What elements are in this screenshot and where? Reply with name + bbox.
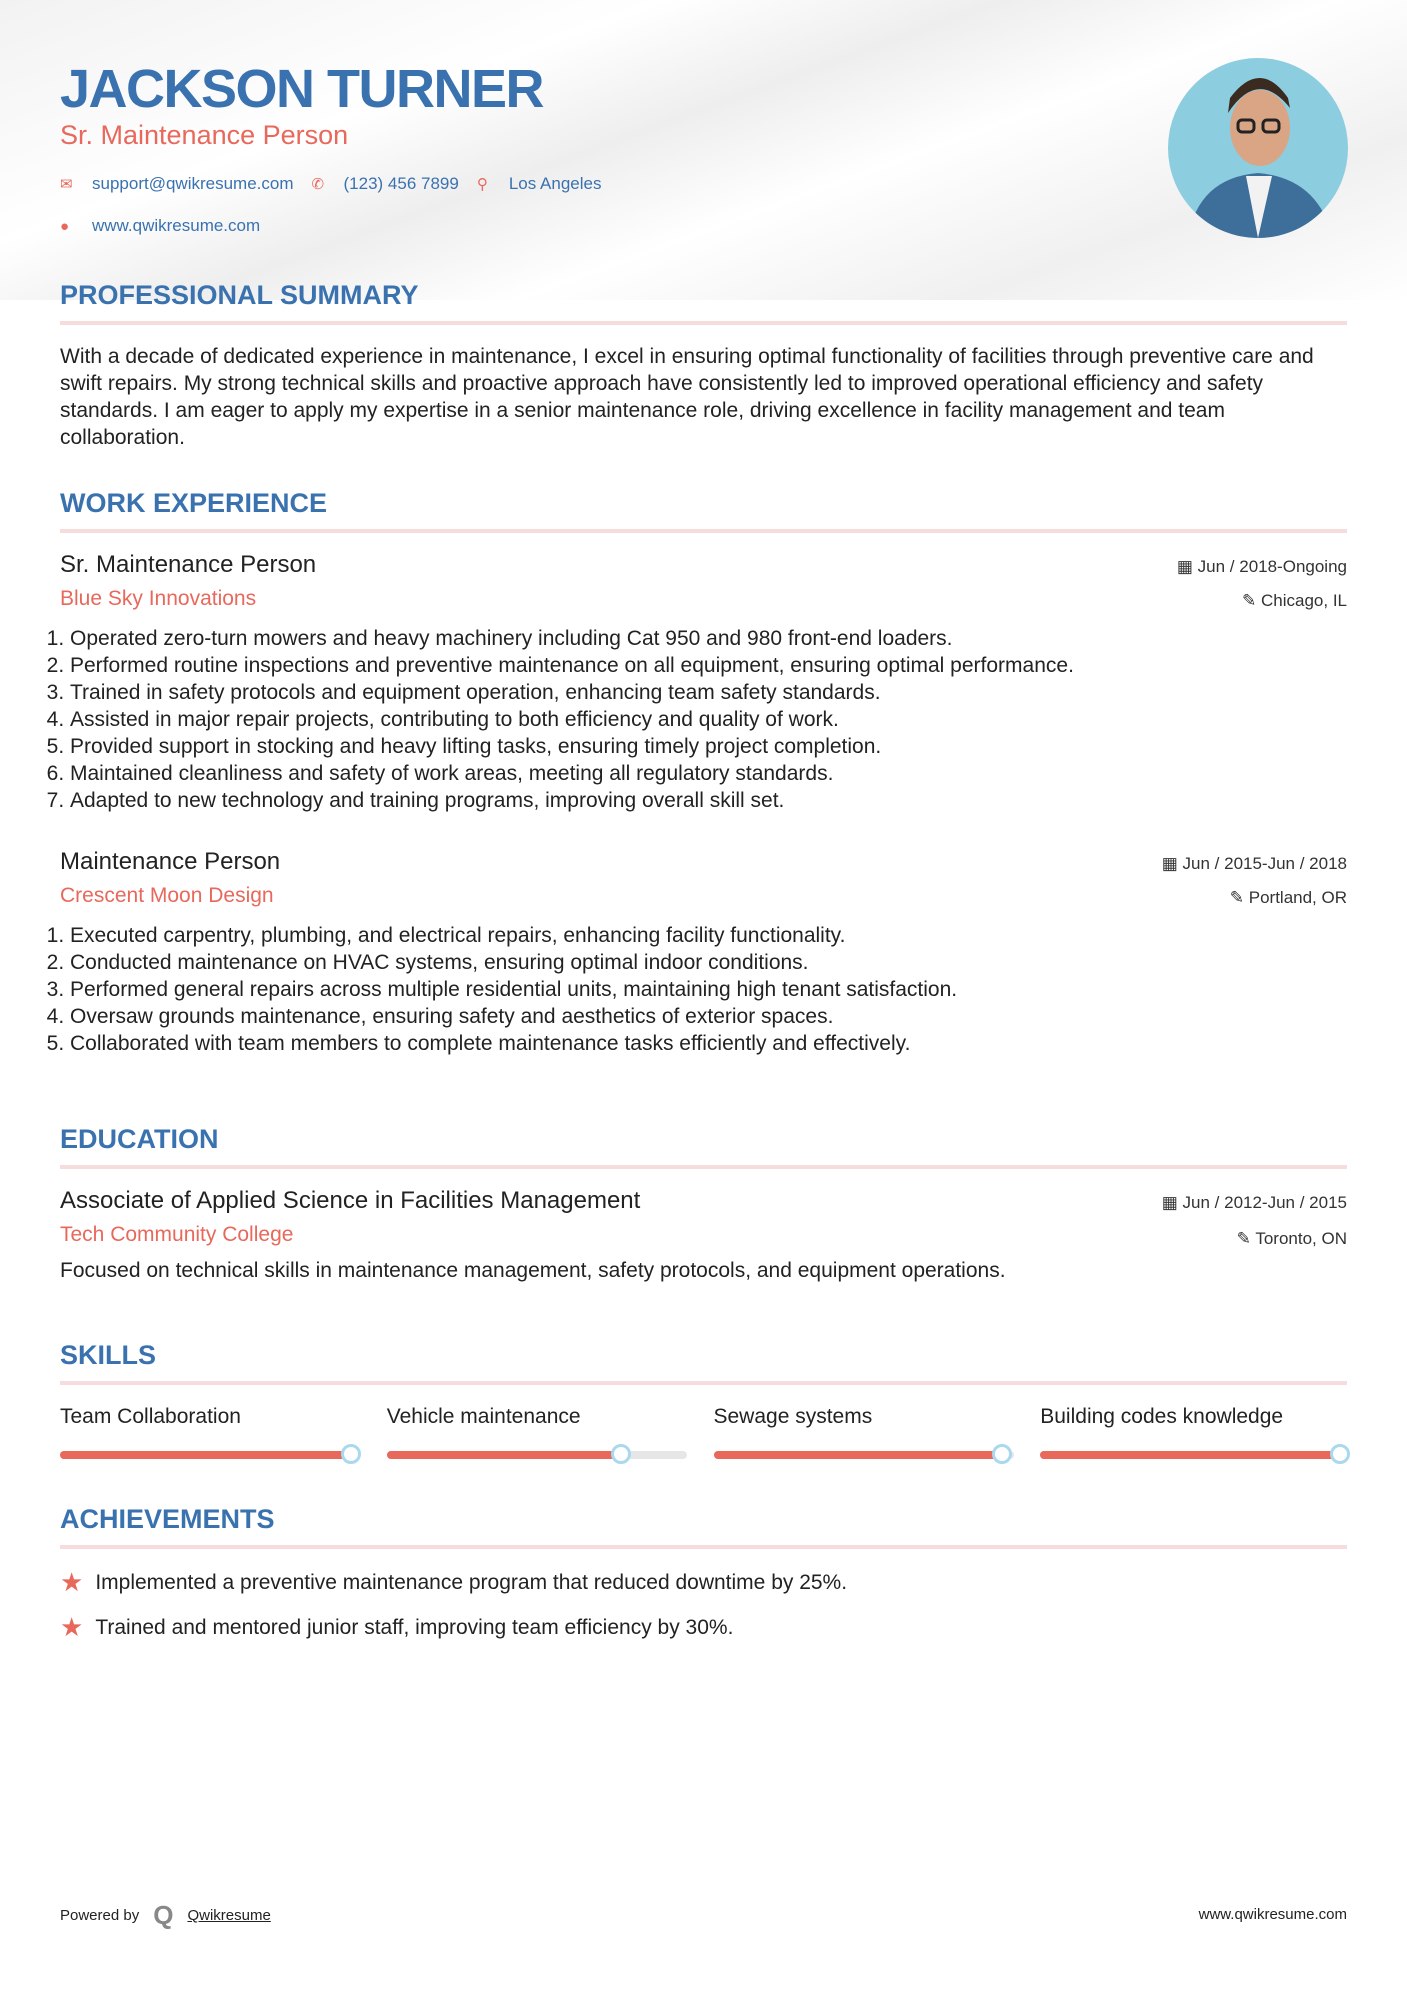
job-dates: ▦ Jun / 2015-Jun / 2018: [1161, 854, 1347, 873]
footer-website[interactable]: www.qwikresume.com: [1198, 1906, 1347, 1923]
education-section: [60, 1124, 1347, 1284]
section-heading: WORK EXPERIENCE: [60, 488, 1347, 533]
calendar-icon: ▦: [1161, 854, 1183, 873]
job-entry: [60, 848, 1347, 1057]
experience-section: [60, 488, 1347, 1057]
powered-by-label: Powered by: [60, 1907, 140, 1924]
skill-bar-fill: [714, 1451, 1002, 1459]
company-name: Blue Sky Innovations: [60, 587, 257, 610]
duty-item: 2. Conducted maintenance on HVAC systems, ensuring optimal indoor conditions.: [70, 949, 1347, 976]
skill-bar: [714, 1451, 1014, 1459]
education-entry: [60, 1187, 1347, 1284]
website-row: [60, 216, 260, 236]
skill-bar-knob: [1330, 1444, 1350, 1464]
email-link[interactable]: support@qwikresume.com: [92, 174, 294, 193]
job-duties: [52, 625, 1347, 814]
skills-section: [60, 1340, 1347, 1459]
skill-bar-knob: [611, 1444, 631, 1464]
summary-text: With a decade of dedicated experience in maintenance, I excel in ensuring optimal functionality of facilities through preventive care and swift repairs. My strong technical skills and proactive approach have consistently led to improved operational efficiency and safety standards. I am eager to apply my expertise in a senior maintenance role, driving excellence in facility management and team collaboration.: [60, 345, 1314, 449]
globe-icon: ●: [60, 217, 70, 235]
job-entry: [60, 551, 1347, 814]
footer-left: [60, 1900, 271, 1931]
location-text: Los Angeles: [508, 174, 602, 193]
brand-link[interactable]: Qwikresume: [187, 1907, 271, 1924]
skill-item: [1040, 1405, 1347, 1459]
duty-item: 5. Collaborated with team members to complete maintenance tasks efficiently and effectively.: [70, 1030, 1347, 1057]
skill-item: [714, 1405, 1021, 1459]
duty-item: 4. Assisted in major repair projects, contributing to both efficiency and quality of work.: [70, 706, 1347, 733]
school-name: Tech Community College: [60, 1223, 294, 1246]
calendar-icon: ▦: [1161, 1193, 1183, 1212]
job-dates: ▦ Jun / 2018-Ongoing: [1176, 557, 1347, 576]
summary-section: [60, 280, 1347, 451]
skill-bar: [387, 1451, 687, 1459]
duty-item: 4. Oversaw grounds maintenance, ensuring safety and aesthetics of exterior spaces.: [70, 1003, 1347, 1030]
achievement-item: [60, 1612, 1347, 1643]
skill-bar-knob: [992, 1444, 1012, 1464]
job-location: ✎ Portland, OR: [1229, 888, 1347, 907]
pin-icon: ✎: [1242, 591, 1261, 610]
duty-item: 3. Performed general repairs across multiple residential units, maintaining high tenant satisfaction.: [70, 976, 1347, 1003]
location-pin-icon: ⚲: [476, 176, 488, 193]
pin-icon: ✎: [1229, 888, 1249, 907]
duty-item: 6. Maintained cleanliness and safety of work areas, meeting all regulatory standards.: [70, 760, 1347, 787]
skill-bar-fill: [387, 1451, 621, 1459]
profile-photo: [1168, 58, 1348, 238]
education-description: Focused on technical skills in maintenance management, safety protocols, and equipment operations.: [60, 1259, 1006, 1282]
job-title: Sr. Maintenance Person: [60, 551, 317, 578]
achievement-text: Trained and mentored junior staff, improving team efficiency by 30%.: [95, 1615, 734, 1639]
duty-item: 1. Executed carpentry, plumbing, and electrical repairs, enhancing facility functionality.: [70, 922, 1347, 949]
duty-item: 2. Performed routine inspections and preventive maintenance on all equipment, ensuring optimal performance.: [70, 652, 1347, 679]
achievements-section: [60, 1504, 1347, 1643]
company-name: Crescent Moon Design: [60, 884, 274, 907]
edu-dates: ▦ Jun / 2012-Jun / 2015: [1161, 1193, 1347, 1212]
skill-label: Vehicle maintenance: [386, 1405, 581, 1428]
duty-item: 7. Adapted to new technology and training programs, improving overall skill set.: [70, 787, 1347, 814]
job-title: Maintenance Person: [60, 848, 281, 875]
job-duties: [52, 922, 1347, 1057]
job-location: ✎ Chicago, IL: [1242, 591, 1347, 610]
skill-bar: [60, 1451, 360, 1459]
skill-bar-knob: [341, 1444, 361, 1464]
candidate-name: JACKSON TURNER: [60, 59, 544, 119]
duty-item: 3. Trained in safety protocols and equipment operation, enhancing team safety standards.: [70, 679, 1347, 706]
skill-label: Building codes knowledge: [1040, 1405, 1284, 1428]
degree-title: Associate of Applied Science in Facilities Management: [60, 1187, 641, 1214]
phone-icon: ✆: [311, 176, 325, 193]
section-heading: SKILLS: [60, 1340, 1347, 1385]
candidate-role: Sr. Maintenance Person: [60, 120, 349, 150]
skill-label: Team Collaboration: [60, 1405, 241, 1428]
website-link[interactable]: www.qwikresume.com: [92, 216, 261, 235]
star-icon: ★: [60, 1567, 84, 1597]
contact-row: [60, 174, 601, 194]
achievement-text: Implemented a preventive maintenance program that reduced downtime by 25%.: [95, 1570, 848, 1594]
pin-icon: ✎: [1236, 1229, 1256, 1248]
skill-bar-fill: [1040, 1451, 1340, 1459]
qwikresume-logo-icon: Q: [153, 1900, 174, 1930]
section-heading: ACHIEVEMENTS: [60, 1504, 1347, 1549]
section-heading: PROFESSIONAL SUMMARY: [60, 280, 1347, 325]
email-icon: ✉: [60, 176, 73, 193]
skill-bar: [1040, 1451, 1340, 1459]
skills-list: [60, 1405, 1347, 1459]
star-icon: ★: [60, 1612, 84, 1642]
phone-text: (123) 456 7899: [343, 174, 459, 193]
skill-item: [387, 1405, 694, 1459]
skill-label: Sewage systems: [713, 1405, 873, 1428]
achievement-item: [60, 1567, 1347, 1598]
skill-item: [60, 1405, 367, 1459]
calendar-icon: ▦: [1176, 557, 1198, 576]
duty-item: 1. Operated zero-turn mowers and heavy machinery including Cat 950 and 980 front-end loaders.: [70, 625, 1347, 652]
skill-bar-fill: [60, 1451, 351, 1459]
edu-location: ✎ Toronto, ON: [1236, 1229, 1347, 1248]
duty-item: 5. Provided support in stocking and heavy lifting tasks, ensuring timely project completion.: [70, 733, 1347, 760]
section-heading: EDUCATION: [60, 1124, 1347, 1169]
